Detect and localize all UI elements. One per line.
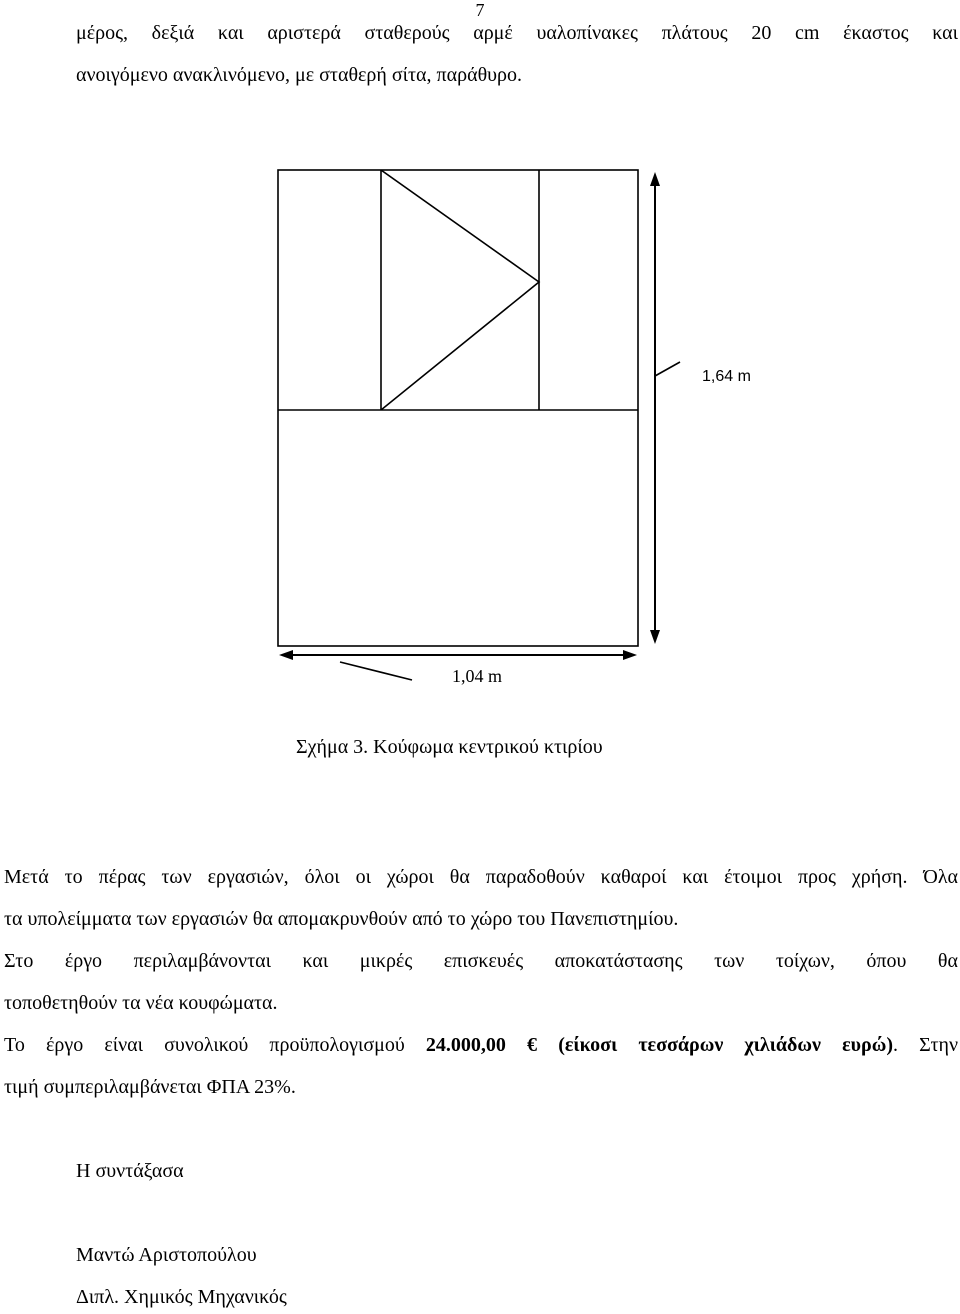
budget-text-prefix: Το έργο είναι συνολικού προϋπολογισμού: [4, 1034, 426, 1056]
page-number: 7: [475, 0, 485, 20]
height-dimension-arrow: [650, 172, 660, 644]
width-label-leader: [340, 662, 412, 680]
signature-intro: Η συντάξασα: [76, 1160, 184, 1182]
paragraph-2-line-2: τοποθετηθούν τα νέα κουφώματα.: [4, 992, 278, 1014]
paragraph-3-line-2: τιμή συμπεριλαμβάνεται ΦΠΑ 23%.: [4, 1076, 296, 1098]
window-opening-triangle: [381, 170, 539, 410]
paragraph-1-line-1: Μετά το πέρας των εργασιών, όλοι οι χώροι θα παραδοθούν καθαροί και έτοιμοι προς χρήση. Όλα: [4, 866, 958, 888]
window-outer-frame: [278, 170, 638, 646]
figure-caption: Σχήμα 3. Κούφωμα κεντρικού κτιρίου: [296, 736, 603, 758]
height-label-leader: [655, 362, 680, 376]
budget-amount: 24.000,00 € (είκοσι τεσσάρων χιλιάδων ευρώ): [425, 1034, 894, 1056]
paragraph-1-line-2: τα υπολείμματα των εργασιών θα απομακρυνθούν από το χώρο του Πανεπιστημίου.: [4, 908, 679, 930]
paragraph-2-line-1: Στο έργο περιλαμβάνονται και μικρές επισκευές αποκατάστασης των τοίχων, όπου θα: [4, 950, 958, 972]
paragraph-3-line-1: [4, 1032, 958, 1058]
signature-title: Διπλ. Χημικός Μηχανικός: [76, 1286, 287, 1308]
width-dimension-label: 1,04 m: [452, 666, 503, 686]
width-dimension-arrow: [279, 650, 637, 660]
height-dimension-label: 1,64 m: [702, 368, 751, 385]
intro-line-2: ανοιγόμενο ανακλινόμενο, με σταθερή σίτα, παράθυρο.: [76, 64, 523, 86]
budget-text-suffix: . Στην: [893, 1034, 958, 1056]
intro-line-1: μέρος, δεξιά και αριστερά σταθερούς αρμέ υαλοπίνακες πλάτους 20 cm έκαστος και: [76, 22, 958, 44]
signature-name: Μαντώ Αριστοπούλου: [76, 1244, 257, 1266]
